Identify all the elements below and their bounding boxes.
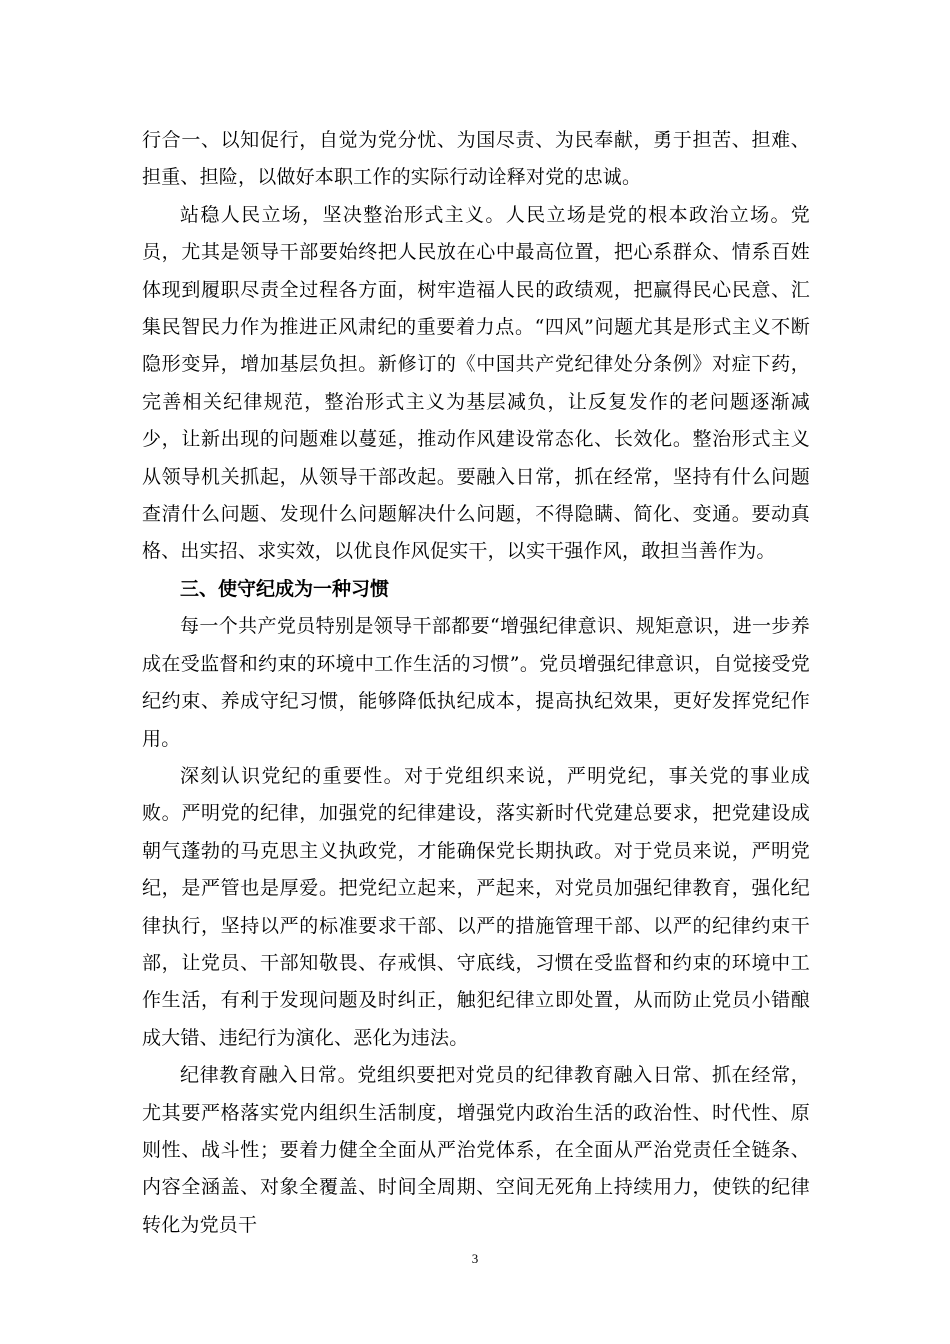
paragraph-people-stance: 站稳人民立场，坚决整治形式主义。人民立场是党的根本政治立场。党员，尤其是领导干部要始终把人民放在心中最高位置，把心系群众、情系百姓体现到履职尽责全过程各方面，树牢造福人民的政绩观，把赢得民心民意、汇集民智民力作为推进正风肃纪的重要着力点。“四风”问题尤其是形式主义不断隐形变异，增加基层负担。新修订的《中国共产党纪律处分条例》对症下药，完善相关纪律规范，整治形式主义为基层减负，让反复发作的老问题逐渐减少，让新出现的问题难以蔓延，推动作风建设常态化、长效化。整治形式主义从领导机关抓起，从领导干部改起。要融入日常，抓在经常，坚持有什么问题查清什么问题、发现什么问题解决什么问题，不得隐瞒、简化、变通。要动真格、出实招、求实效，以优良作风促实干，以实干强作风，敢担当善作为。	[142, 203, 810, 563]
paragraph-discipline-habit: 每一个共产党员特别是领导干部都要“增强纪律意识、规矩意识，进一步养成在受监督和约束的环境中工作生活的习惯”。党员增强纪律意识，自觉接受党纪约束、养成守纪习惯，能够降低执纪成本，提高执纪效果，更好发挥党纪作用。	[142, 615, 810, 750]
section-heading: 三、使守纪成为一种习惯	[180, 577, 390, 600]
paragraph-daily-education: 纪律教育融入日常。党组织要把对党员的纪律教育融入日常、抓在经常，尤其要严格落实党内组织生活制度，增强党内政治生活的政治性、时代性、原则性、战斗性；要着力健全全面从严治党体系，在全面从严治党责任全链条、内容全涵盖、对象全覆盖、时间全周期、空间无死角上持续用力，使铁的纪律转化为党员干	[142, 1064, 810, 1236]
page-number: 3	[471, 1251, 479, 1266]
document-body	[142, 122, 810, 1244]
paragraph-importance: 深刻认识党纪的重要性。对于党组织来说，严明党纪，事关党的事业成败。严明党的纪律，加强党的纪律建设，落实新时代党建总要求，把党建设成朝气蓬勃的马克思主义执政党，才能确保党长期执政。对于党员来说，严明党纪，是严管也是厚爱。把党纪立起来，严起来，对党员加强纪律教育，强化纪律执行，坚持以严的标准要求干部、以严的措施管理干部、以严的纪律约束干部，让党员、干部知敬畏、存戒惧、守底线，习惯在受监督和约束的环境中工作生活，有利于发现问题及时纠正，触犯纪律立即处置，从而防止党员小错酿成大错、违纪行为演化、恶化为违法。	[142, 764, 810, 1049]
paragraph-continuation: 行合一、以知促行，自觉为党分忧、为国尽责、为民奉献，勇于担苦、担难、担重、担险，以做好本职工作的实际行动诠释对党的忠诚。	[142, 129, 810, 189]
